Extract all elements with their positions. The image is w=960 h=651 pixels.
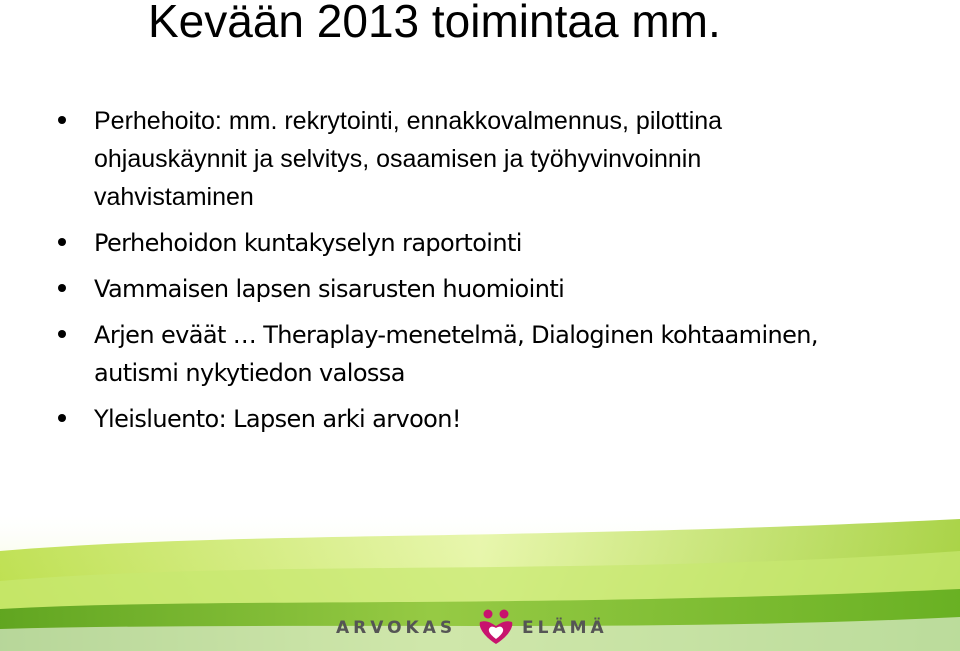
slide-title: Kevään 2013 toimintaa mm.: [148, 0, 721, 47]
bullet-item: [56, 316, 836, 392]
bullet-item: [56, 224, 836, 262]
bullet-text: Perhehoidon kuntakyselyn raportointi: [94, 229, 522, 257]
bullet-list: [56, 102, 836, 432]
bullet-icon: [58, 414, 66, 422]
bullet-icon: [58, 284, 66, 292]
bullet-item: [56, 400, 836, 432]
bullet-icon: [58, 238, 66, 246]
two-people-heart-icon: [476, 608, 516, 646]
bullet-text: Vammaisen lapsen sisarusten huomiointi: [94, 275, 565, 303]
arvokas-elama-logo: [336, 608, 626, 646]
bullet-text: Arjen eväät … Theraplay-menetelmä, Dialoginen kohtaaminen, autismi nykytiedon valossa: [94, 321, 818, 387]
bullet-text: Yleisluento: Lapsen arki arvoon!: [94, 405, 461, 432]
bullet-item: [56, 270, 836, 308]
logo-text-left: ARVOKAS: [336, 618, 457, 638]
bullet-icon: [58, 116, 66, 124]
bullet-item: [56, 102, 836, 216]
bullet-icon: [58, 330, 66, 338]
bullet-text: Perhehoito: mm. rekrytointi, ennakkovalmennus, pilottina ohjauskäynnit ja selvitys, osaamisen ja työhyvinvoinnin vahvistaminen: [94, 107, 723, 211]
logo-text-right: ELÄMÄ: [522, 618, 608, 638]
